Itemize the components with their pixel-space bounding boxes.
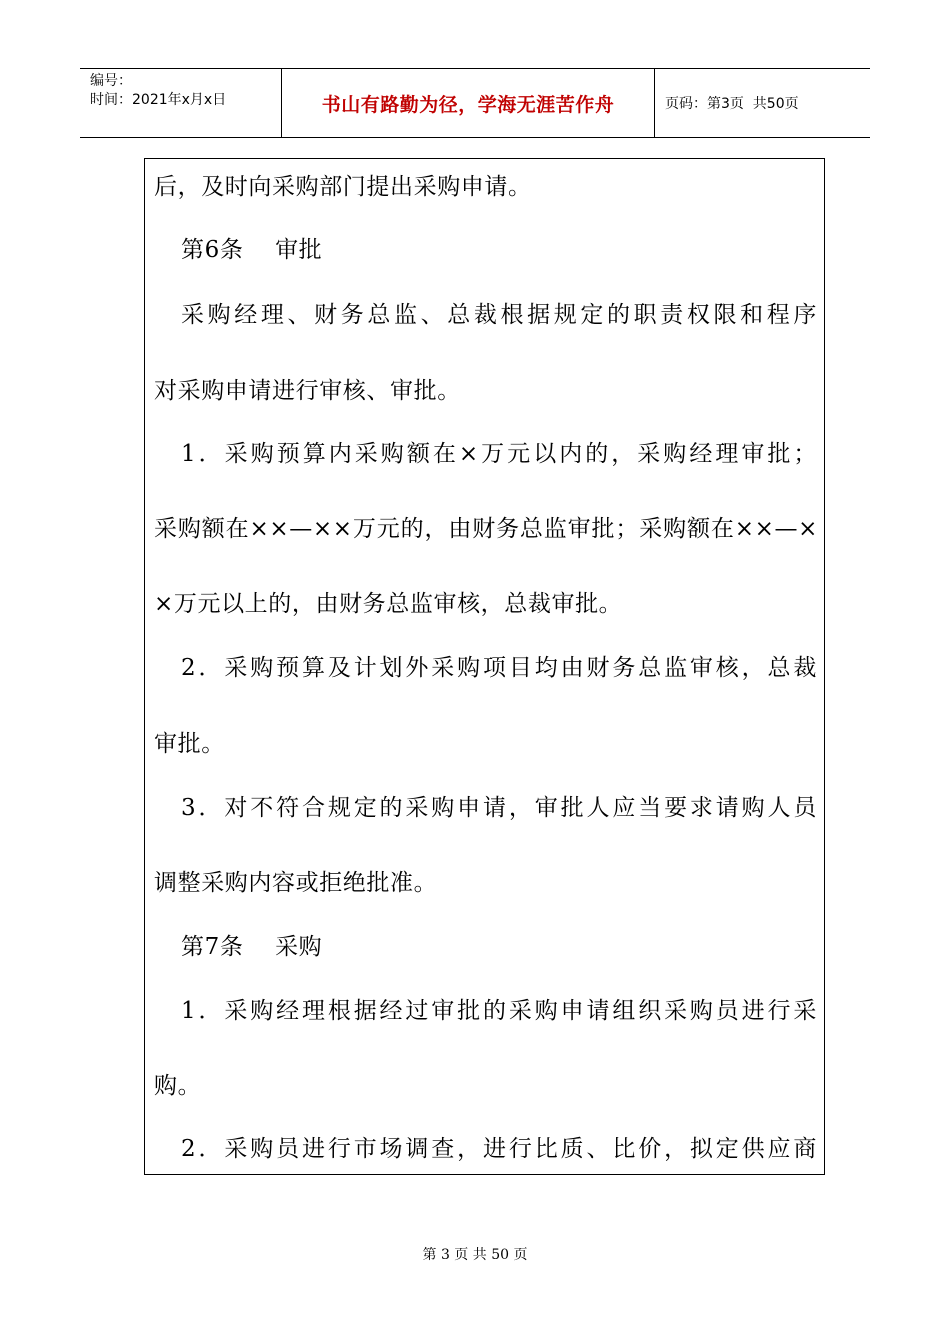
header-page-info: 页码：第3页 共50页 [665, 96, 799, 112]
list-item: 1．采购经理根据经过审批的采购申请组织采购员进行采 [181, 998, 817, 1024]
body-line: ×万元以上的，由财务总监审核，总裁审批。 [154, 591, 623, 617]
page-footer: 第 3 页 共 50 页 [422, 1247, 528, 1263]
body-line: 审批。 [154, 731, 225, 757]
list-item: 3．对不符合规定的采购申请，审批人应当要求请购人员 [181, 795, 817, 821]
body-line: 对采购申请进行审核、审批。 [154, 378, 461, 404]
list-item: 1．采购预算内采购额在×万元以内的，采购经理审批； [181, 441, 817, 467]
content-frame [144, 158, 825, 1175]
body-line: 购。 [154, 1073, 202, 1099]
section-heading: 第6条 审批 [181, 237, 323, 263]
body-line: 调整采购内容或拒绝批准。 [154, 870, 438, 896]
doc-date-label: 时间：2021年x月x日 [90, 92, 227, 108]
doc-number-label: 编号： [90, 73, 132, 89]
body-line: 后，及时向采购部门提出采购申请。 [154, 174, 532, 200]
header-meta [80, 69, 281, 137]
section-heading: 第7条 采购 [181, 934, 323, 960]
header-motto: 书山有路勤为径，学海无涯苦作舟 [321, 93, 615, 116]
body-line: 采购额在××—××万元的，由财务总监审批；采购额在××—× [154, 516, 818, 542]
list-item: 2．采购员进行市场调查，进行比质、比价，拟定供应商 [181, 1136, 817, 1162]
page-header [80, 68, 870, 138]
body-line: 采购经理、财务总监、总裁根据规定的职责权限和程序 [181, 302, 817, 328]
list-item: 2．采购预算及计划外采购项目均由财务总监审核，总裁 [181, 655, 817, 681]
